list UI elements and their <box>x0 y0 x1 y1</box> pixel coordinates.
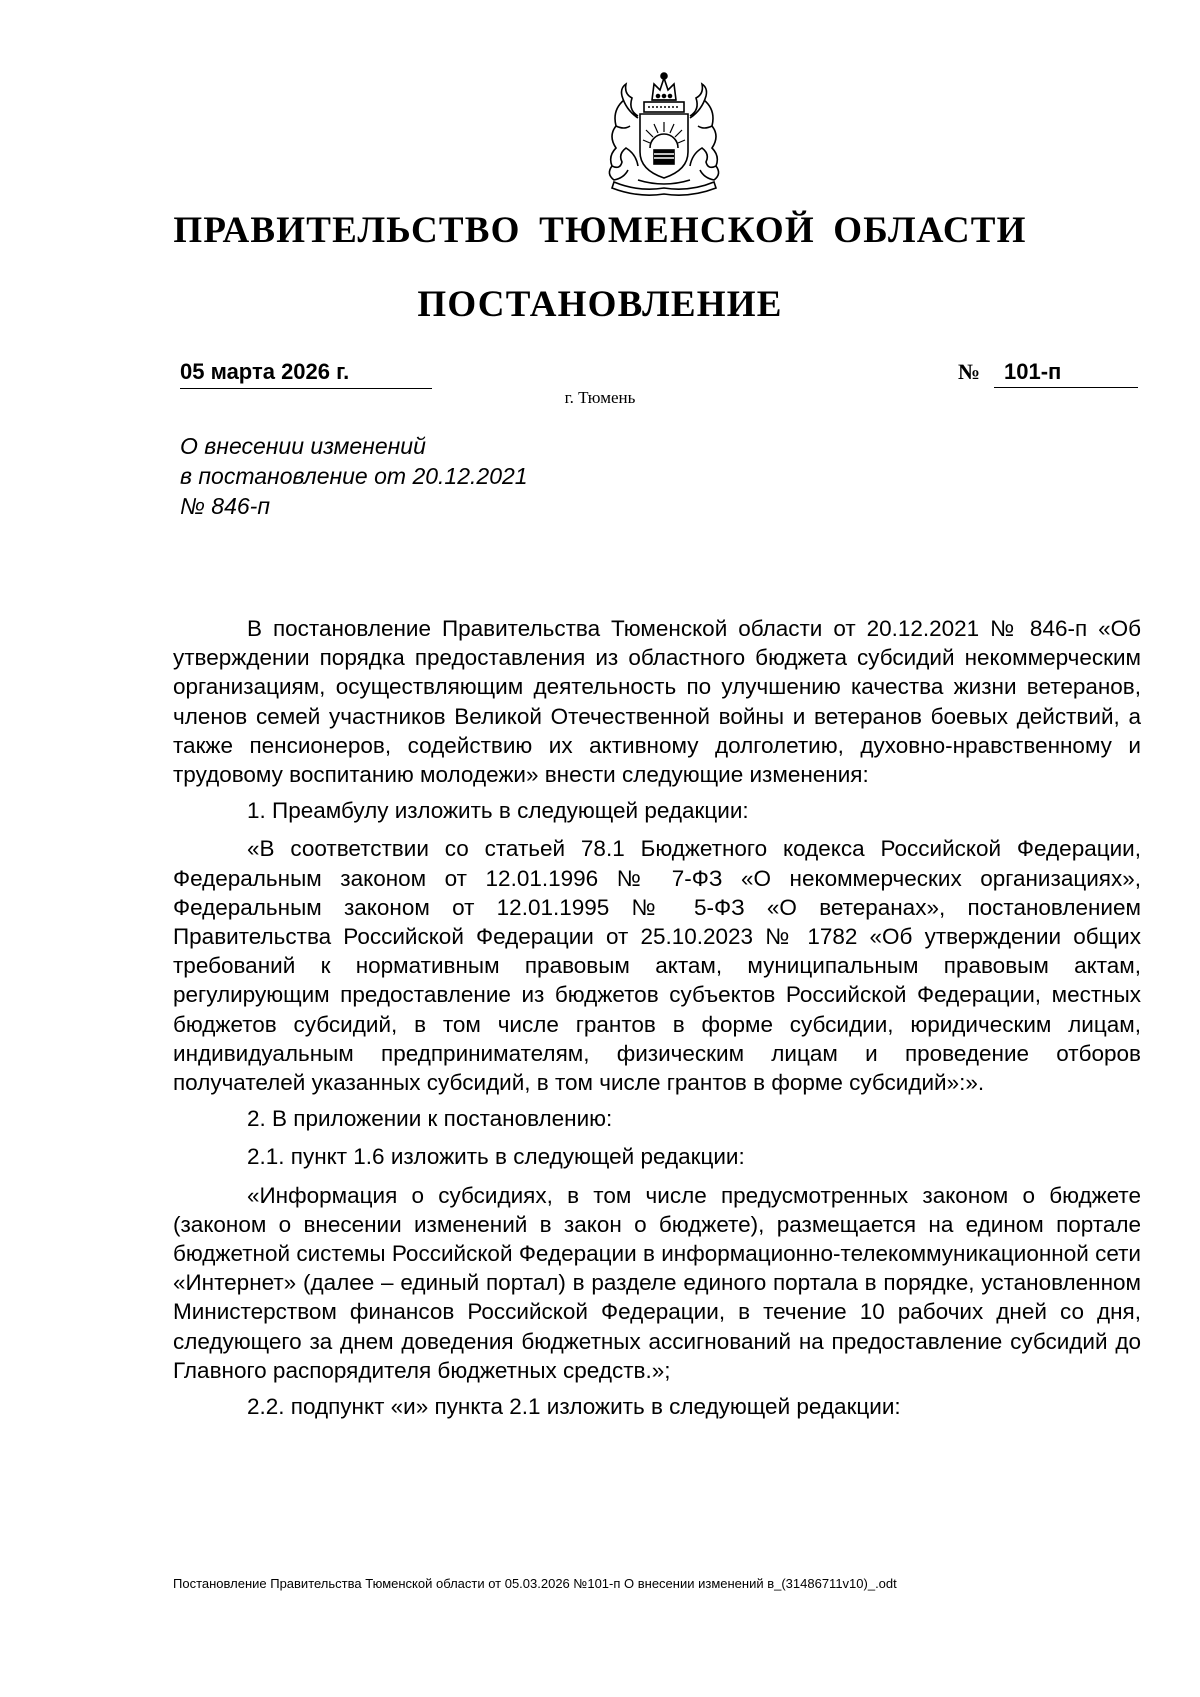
body-paragraph: «В соответствии со статьей 78.1 Бюджетного кодекса Российской Федерации, Федеральным законом от 12.01.1996 № 7-ФЗ «О некоммерческих организациях», Федеральным законом от 12.01.1995 № 5-ФЗ «О ветеранах», постановлением Правительства Российской Федерации от 25.10.2023 № 1782 «Об утверждении общих требований к нормативным правовым актам, муниципальным правовым актам, регулирующим предоставление из бюджетов субъектов Российской Федерации, местных бюджетов субсидий, в том числе грантов в форме субсидии, юридическим лицам, индивидуальным предпринимателям, физическим лицам и проведение отборов получателей указанных субсидий, в том числе грантов в форме субсидий»:». <box>173 836 1141 1096</box>
government-name: ПРАВИТЕЛЬСТВО ТЮМЕНСКОЙ ОБЛАСТИ <box>173 210 1027 251</box>
subject-line: О внесении изменений <box>180 433 426 459</box>
coat-of-arms-icon <box>598 70 730 198</box>
page-footer: Постановление Правительства Тюменской области от 05.03.2026 №101-п О внесении изменений в_(31486711v10)_.odt <box>173 1576 897 1591</box>
subject-line: в постановление от 20.12.2021 <box>180 463 528 489</box>
body-paragraph: 2. В приложении к постановлению: <box>247 1106 613 1132</box>
document-type: ПОСТАНОВЛЕНИЕ <box>417 284 783 325</box>
body-paragraph: 1. Преамбулу изложить в следующей редакции: <box>247 798 749 824</box>
body-paragraph: 2.2. подпункт «и» пункта 2.1 изложить в следующей редакции: <box>247 1394 901 1420</box>
document-number <box>958 356 1138 388</box>
number-sign: № <box>958 359 981 384</box>
document-body <box>173 614 1141 1428</box>
body-paragraph: В постановление Правительства Тюменской области от 20.12.2021 № 846-п «Об утверждении порядка предоставления из областного бюджета субсидий некоммерческим организациям, осуществляющим деятельность по улучшению качества жизни ветеранов, членов семей участников Великой Отечественной войны и ветеранов боевых действий, а также пенсионеров, содействию их активному долголетию, духовно-нравственному и трудовому воспитанию молодежи» внести следующие изменения: <box>173 616 1141 788</box>
document-subject <box>180 431 780 521</box>
document-date: 05 марта 2026 г. <box>180 356 432 389</box>
subject-line: № 846-п <box>180 493 270 519</box>
document-city: г. Тюмень <box>564 388 636 407</box>
body-paragraph: 2.1. пункт 1.6 изложить в следующей редакции: <box>247 1144 745 1170</box>
body-paragraph: «Информация о субсидиях, в том числе предусмотренных законом о бюджете (законом о внесении изменений в закон о бюджете), размещается на едином портале бюджетной системы Российской Федерации в информационно-телекоммуникационной сети «Интернет» (далее – единый портал) в разделе единого портала в порядке, установленном Министерством финансов Российской Федерации, в течение 10 рабочих дней со дня, следующего за днем доведения бюджетных ассигнований на предоставление субсидий до Главного распорядителя бюджетных средств.»; <box>173 1182 1141 1383</box>
number-value: 101-п <box>994 356 1138 388</box>
